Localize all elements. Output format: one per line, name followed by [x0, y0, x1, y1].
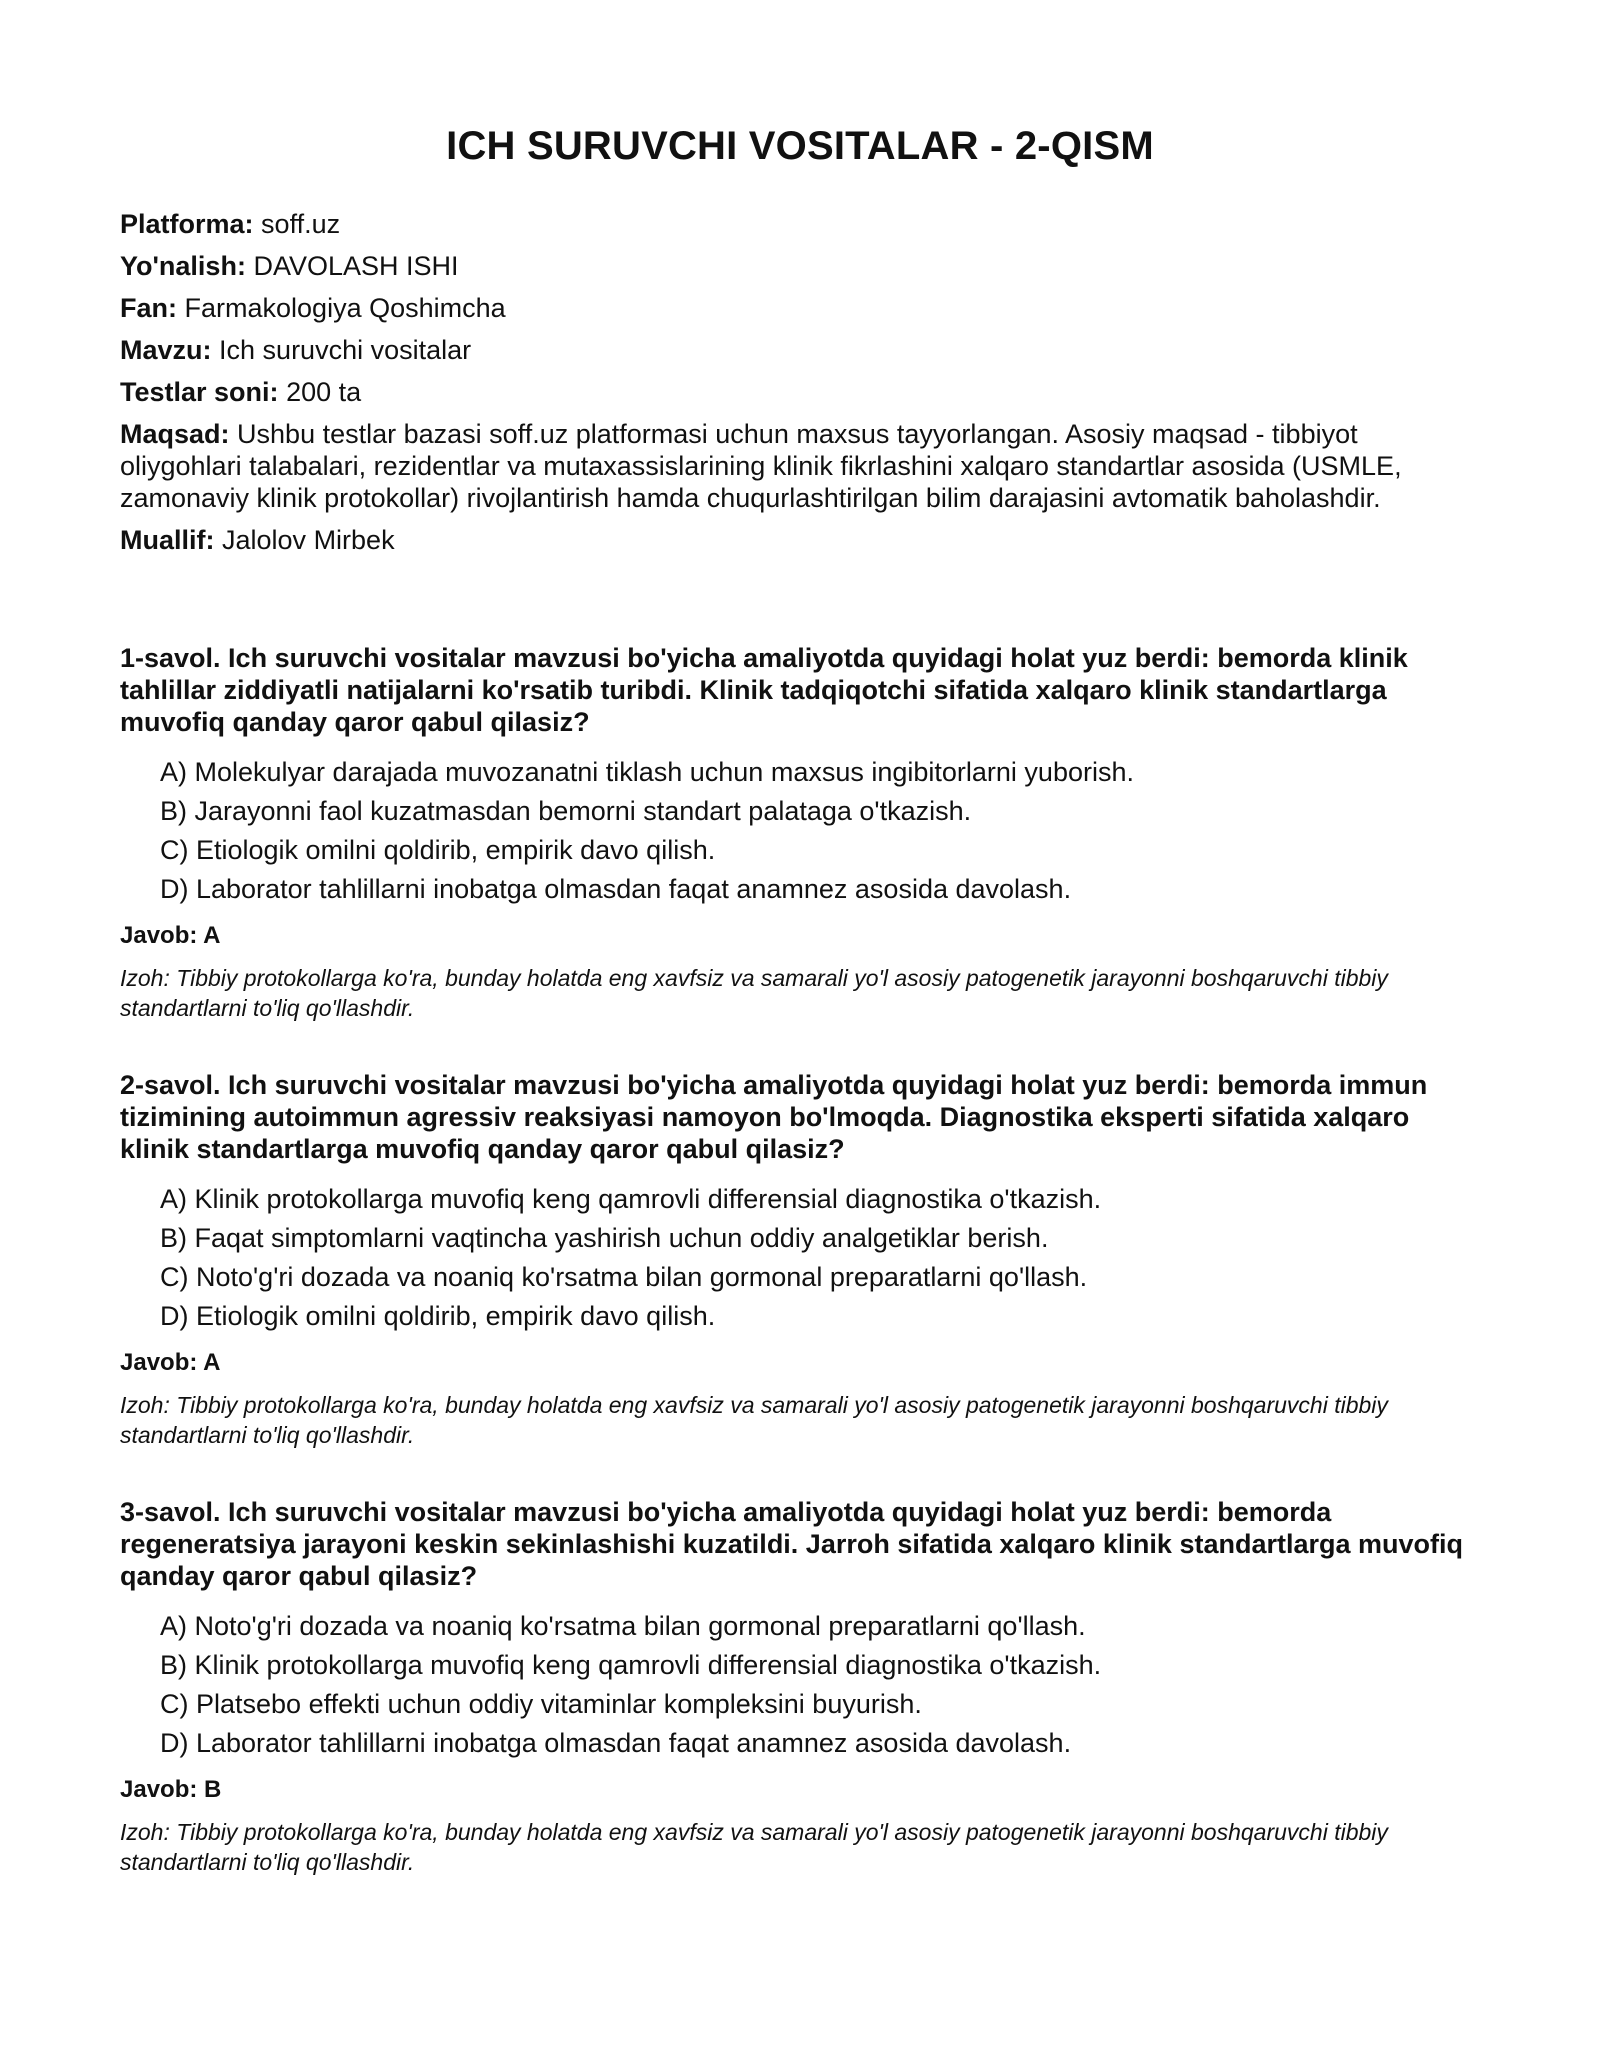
meta-platforma-value: soff.uz	[261, 209, 341, 239]
explanation: Izoh: Tibbiy protokollarga ko'ra, bunday holatda eng xavfsiz va samarali yo'l asosiy patogenetik jarayonni boshqaruvchi tibbiy standartlarni to'liq qo'llashdir.	[120, 1819, 1388, 1875]
option-a: A) Klinik protokollarga muvofiq keng qamrovli differensial diagnostika o'tkazish.	[160, 1184, 1102, 1214]
option-c: C) Platsebo effekti uchun oddiy vitaminlar kompleksini buyurish.	[160, 1689, 922, 1719]
option-list	[120, 756, 1480, 905]
meta-mavzu-label: Mavzu:	[120, 335, 212, 365]
meta-maqsad-label: Maqsad:	[120, 419, 230, 449]
option-b: B) Faqat simptomlarni vaqtincha yashirish uchun oddiy analgetiklar berish.	[160, 1223, 1049, 1253]
option-list	[120, 1610, 1480, 1759]
meta-yonalish-label: Yo'nalish:	[120, 251, 246, 281]
option-list	[120, 1183, 1480, 1332]
meta-yonalish-value: DAVOLASH ISHI	[253, 251, 459, 281]
document-title: ICH SURUVCHI VOSITALAR - 2-QISM	[446, 124, 1154, 168]
option-b: B) Klinik protokollarga muvofiq keng qamrovli differensial diagnostika o'tkazish.	[160, 1650, 1102, 1680]
option-a: A) Molekulyar darajada muvozanatni tiklash uchun maxsus ingibitorlarni yuborish.	[160, 757, 1134, 787]
meta-testlar-soni	[120, 376, 1480, 408]
meta-muallif-label: Muallif:	[120, 525, 215, 555]
option-c: C) Etiologik omilni qoldirib, empirik davo qilish.	[160, 835, 716, 865]
meta-testlar-soni-label: Testlar soni:	[120, 377, 279, 407]
meta-platforma	[120, 208, 1480, 240]
meta-fan-label: Fan:	[120, 293, 177, 323]
meta-maqsad-value: Ushbu testlar bazasi soff.uz platformasi uchun maxsus tayyorlangan. Asosiy maqsad - tibbiyot oliygohlari talabalari, rezidentlar va mutaxassislarining klinik fikrlashini xalqaro standartlar asosida (USMLE, zamonaviy klinik protokollar) rivojlantirish hamda chuqurlashtirilgan bilim darajasini avtomatik baholashdir.	[120, 419, 1402, 513]
question-3	[120, 1496, 1480, 1877]
meta-mavzu-value: Ich suruvchi vositalar	[219, 335, 472, 365]
meta-muallif	[120, 524, 1480, 556]
explanation: Izoh: Tibbiy protokollarga ko'ra, bunday holatda eng xavfsiz va samarali yo'l asosiy patogenetik jarayonni boshqaruvchi tibbiy standartlarni to'liq qo'llashdir.	[120, 965, 1388, 1021]
option-c: C) Noto'g'ri dozada va noaniq ko'rsatma bilan gormonal preparatlarni qo'llash.	[160, 1262, 1088, 1292]
document-metadata	[120, 208, 1480, 556]
question-text: 2-savol. Ich suruvchi vositalar mavzusi bo'yicha amaliyotda quyidagi holat yuz berdi: bemorda immun tizimining autoimmun agressiv reaksiyasi namoyon bo'lmoqda. Diagnostika eksperti sifatida xalqaro klinik standartlarga muvofiq qanday qaror qabul qilasiz?	[120, 1070, 1428, 1164]
meta-fan	[120, 292, 1480, 324]
meta-fan-value: Farmakologiya Qoshimcha	[184, 293, 506, 323]
meta-testlar-soni-value: 200 ta	[286, 377, 362, 407]
answer: Javob: A	[120, 1349, 221, 1376]
meta-platforma-label: Platforma:	[120, 209, 254, 239]
meta-maqsad	[120, 418, 1480, 514]
answer: Javob: B	[120, 1776, 222, 1803]
option-d: D) Laborator tahlillarni inobatga olmasdan faqat anamnez asosida davolash.	[160, 1728, 1072, 1758]
option-d: D) Laborator tahlillarni inobatga olmasdan faqat anamnez asosida davolash.	[160, 874, 1072, 904]
meta-muallif-value: Jalolov Mirbek	[222, 525, 395, 555]
question-1	[120, 642, 1480, 1023]
meta-yonalish	[120, 250, 1480, 282]
question-list	[120, 642, 1480, 1877]
question-text: 3-savol. Ich suruvchi vositalar mavzusi bo'yicha amaliyotda quyidagi holat yuz berdi: bemorda regeneratsiya jarayoni keskin sekinlashishi kuzatildi. Jarroh sifatida xalqaro klinik standartlarga muvofiq qanday qaror qabul qilasiz?	[120, 1497, 1463, 1591]
option-d: D) Etiologik omilni qoldirib, empirik davo qilish.	[160, 1301, 716, 1331]
question-text: 1-savol. Ich suruvchi vositalar mavzusi bo'yicha amaliyotda quyidagi holat yuz berdi: bemorda klinik tahlillar ziddiyatli natijalarni ko'rsatib turibdi. Klinik tadqiqotchi sifatida xalqaro klinik standartlarga muvofiq qanday qaror qabul qilasiz?	[120, 643, 1408, 737]
explanation: Izoh: Tibbiy protokollarga ko'ra, bunday holatda eng xavfsiz va samarali yo'l asosiy patogenetik jarayonni boshqaruvchi tibbiy standartlarni to'liq qo'llashdir.	[120, 1392, 1388, 1448]
question-2	[120, 1069, 1480, 1450]
meta-mavzu	[120, 334, 1480, 366]
option-b: B) Jarayonni faol kuzatmasdan bemorni standart palataga o'tkazish.	[160, 796, 972, 826]
option-a: A) Noto'g'ri dozada va noaniq ko'rsatma bilan gormonal preparatlarni qo'llash.	[160, 1611, 1086, 1641]
answer: Javob: A	[120, 922, 221, 949]
